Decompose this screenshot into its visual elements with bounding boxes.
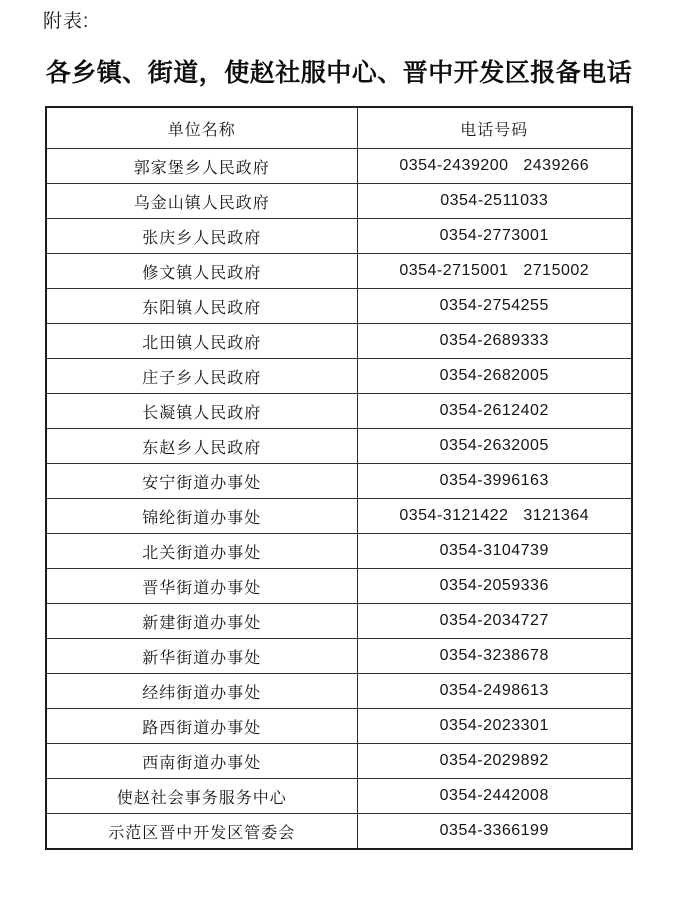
- phone-number-cell: 0354-3121422 3121364: [357, 499, 632, 534]
- phone-number-cell: 0354-2773001: [357, 219, 632, 254]
- table-row: [46, 149, 632, 184]
- phone-number-cell: 0354-3366199: [357, 814, 632, 850]
- phone-number-cell: 0354-3104739: [357, 534, 632, 569]
- phone-number-cell: 0354-3996163: [357, 464, 632, 499]
- column-header-phone-number: 电话号码: [357, 107, 632, 149]
- table-row: [46, 394, 632, 429]
- phone-number-cell: 0354-2023301: [357, 709, 632, 744]
- unit-name-cell: 新华街道办事处: [46, 639, 357, 674]
- unit-name-cell: 北关街道办事处: [46, 534, 357, 569]
- unit-name-cell: 郭家堡乡人民政府: [46, 149, 357, 184]
- table-body: [46, 149, 632, 850]
- table-row: [46, 464, 632, 499]
- phone-number-cell: 0354-2689333: [357, 324, 632, 359]
- phone-number-cell: 0354-2754255: [357, 289, 632, 324]
- page-title: 各乡镇、街道，使赵社服中心、晋中开发区报备电话: [45, 59, 633, 87]
- table-row: [46, 639, 632, 674]
- unit-name-cell: 庄子乡人民政府: [46, 359, 357, 394]
- phone-number-cell: 0354-2682005: [357, 359, 632, 394]
- phone-number-cell: 0354-3238678: [357, 639, 632, 674]
- unit-name-cell: 北田镇人民政府: [46, 324, 357, 359]
- phone-number-cell: 0354-2511033: [357, 184, 632, 219]
- table-row: [46, 814, 632, 850]
- table-row: [46, 219, 632, 254]
- table-header-row: [46, 107, 632, 149]
- phone-number-cell: 0354-2059336: [357, 569, 632, 604]
- table-row: [46, 359, 632, 394]
- table-row: [46, 254, 632, 289]
- unit-name-cell: 经纬街道办事处: [46, 674, 357, 709]
- table-row: [46, 184, 632, 219]
- table-row: [46, 744, 632, 779]
- table-row: [46, 324, 632, 359]
- table-row: [46, 499, 632, 534]
- unit-name-cell: 路西街道办事处: [46, 709, 357, 744]
- unit-name-cell: 乌金山镇人民政府: [46, 184, 357, 219]
- unit-name-cell: 修文镇人民政府: [46, 254, 357, 289]
- phone-number-cell: 0354-2442008: [357, 779, 632, 814]
- table-row: [46, 709, 632, 744]
- table-row: [46, 429, 632, 464]
- phone-number-cell: 0354-2034727: [357, 604, 632, 639]
- table-row: [46, 534, 632, 569]
- table-row: [46, 289, 632, 324]
- phone-number-cell: 0354-2439200 2439266: [357, 149, 632, 184]
- table-row: [46, 779, 632, 814]
- phone-number-cell: 0354-2612402: [357, 394, 632, 429]
- column-header-unit-name: 单位名称: [46, 107, 357, 149]
- unit-name-cell: 新建街道办事处: [46, 604, 357, 639]
- table-row: [46, 674, 632, 709]
- phone-number-cell: 0354-2715001 2715002: [357, 254, 632, 289]
- unit-name-cell: 长凝镇人民政府: [46, 394, 357, 429]
- unit-name-cell: 示范区晋中开发区管委会: [46, 814, 357, 850]
- table-row: [46, 569, 632, 604]
- unit-name-cell: 晋华街道办事处: [46, 569, 357, 604]
- table-row: [46, 604, 632, 639]
- appendix-label: 附表:: [43, 11, 90, 32]
- unit-name-cell: 东赵乡人民政府: [46, 429, 357, 464]
- unit-name-cell: 使赵社会事务服务中心: [46, 779, 357, 814]
- unit-name-cell: 张庆乡人民政府: [46, 219, 357, 254]
- unit-name-cell: 锦纶街道办事处: [46, 499, 357, 534]
- unit-name-cell: 西南街道办事处: [46, 744, 357, 779]
- phone-table: [45, 106, 633, 850]
- phone-number-cell: 0354-2029892: [357, 744, 632, 779]
- phone-number-cell: 0354-2498613: [357, 674, 632, 709]
- phone-number-cell: 0354-2632005: [357, 429, 632, 464]
- unit-name-cell: 安宁街道办事处: [46, 464, 357, 499]
- unit-name-cell: 东阳镇人民政府: [46, 289, 357, 324]
